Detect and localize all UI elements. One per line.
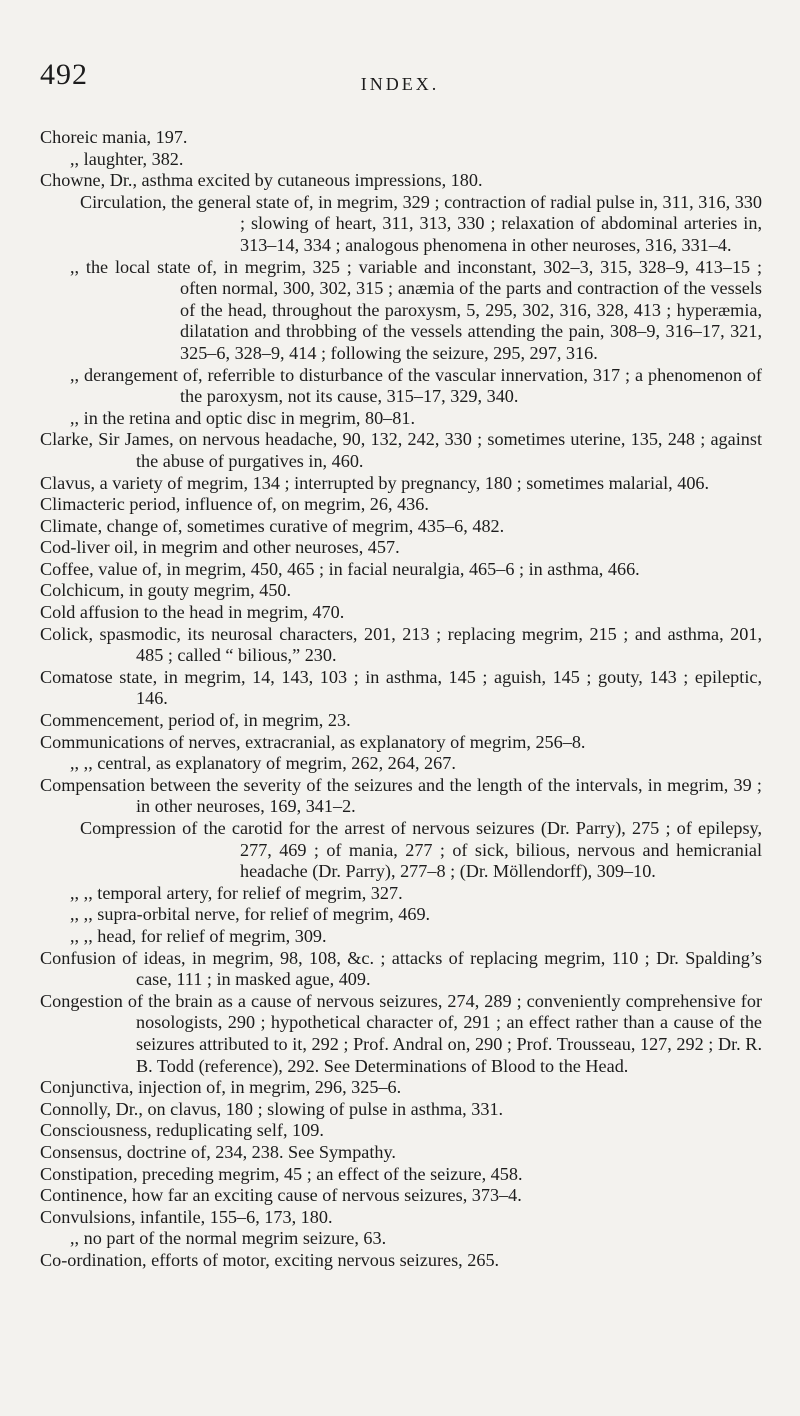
page-header bbox=[40, 58, 760, 98]
index-entry: Convulsions, infantile, 155–6, 173, 180. bbox=[40, 1206, 333, 1227]
index-entry: Climate, change of, sometimes curative of megrim, 435–6, 482. bbox=[40, 515, 505, 536]
index-subentry: ,, in the retina and optic disc in megrim, 80–81. bbox=[70, 407, 415, 428]
index-subentry: ,, no part of the normal megrim seizure, 63. bbox=[70, 1228, 387, 1249]
index-entry: Conjunctiva, injection of, in megrim, 296, 325–6. bbox=[40, 1077, 402, 1098]
page-number: 492 bbox=[40, 58, 88, 91]
index-entry: Comatose state, in megrim, 14, 143, 103 ; in asthma, 145 ; aguish, 145 ; gouty, 143 ; epileptic, 146. bbox=[40, 666, 762, 709]
index-entry: Cod-liver oil, in megrim and other neuroses, 457. bbox=[40, 537, 400, 558]
index-entry: Chowne, Dr., asthma excited by cutaneous impressions, 180. bbox=[40, 170, 483, 191]
index-entry: Circulation, the general state of, in megrim, 329 ; contraction of radial pulse in, 311, 316, 330 ; slowing of heart, 311, 313, 330 ; relaxation of abdominal arteries in, 313–14, 334 ; analogous phenomena in other neuroses, 316, 331–4. bbox=[80, 191, 762, 255]
index-entry: Colchicum, in gouty megrim, 450. bbox=[40, 580, 292, 601]
index-entry: Consensus, doctrine of, 234, 238. See Sympathy. bbox=[40, 1141, 396, 1162]
index-subentry: ,, ,, central, as explanatory of megrim, 262, 264, 267. bbox=[70, 753, 456, 774]
index-entry: Co-ordination, efforts of motor, exciting nervous seizures, 265. bbox=[40, 1249, 500, 1270]
index-subentry: ,, ,, temporal artery, for relief of megrim, 327. bbox=[70, 882, 403, 903]
index-entry: Connolly, Dr., on clavus, 180 ; slowing of pulse in asthma, 331. bbox=[40, 1098, 504, 1119]
index-subentry: ,, derangement of, referrible to disturbance of the vascular innervation, 317 ; a phenomenon of the paroxysm, not its cause, 315–17, 329, 340. bbox=[70, 364, 762, 407]
index-entry: Compensation between the severity of the seizures and the length of the intervals, in megrim, 39 ; in other neuroses, 169, 341–2. bbox=[40, 774, 762, 817]
index-entry: Confusion of ideas, in megrim, 98, 108, &c. ; attacks of replacing megrim, 110 ; Dr. Spalding’s case, 111 ; in masked ague, 409. bbox=[40, 947, 762, 990]
index-entry: Compression of the carotid for the arrest of nervous seizures (Dr. Parry), 275 ; of epilepsy, 277, 469 ; of mania, 277 ; of sick, bilious, nervous and hemicranial headache (Dr. Parry), 277–8 ; (Dr. Möllendorff), 309–10. bbox=[80, 818, 762, 882]
index-entry: Commencement, period of, in megrim, 23. bbox=[40, 710, 351, 731]
index-entry: Climacteric period, influence of, on megrim, 26, 436. bbox=[40, 494, 429, 515]
running-head: INDEX. bbox=[360, 74, 440, 94]
index-subentry: ,, ,, supra-orbital nerve, for relief of megrim, 469. bbox=[70, 904, 431, 925]
index-entry: Clarke, Sir James, on nervous headache, 90, 132, 242, 330 ; sometimes uterine, 135, 248 ; against the abuse of purgatives in, 460. bbox=[40, 429, 762, 471]
index-subentry: ,, laughter, 382. bbox=[70, 148, 184, 169]
index-entry: Continence, how far an exciting cause of nervous seizures, 373–4. bbox=[40, 1185, 522, 1206]
index-entry: Colick, spasmodic, its neurosal characters, 201, 213 ; replacing megrim, 215 ; and asthma, 201, 485 ; called “ bilious,” 230. bbox=[40, 623, 762, 666]
index-entry: Communications of nerves, extracranial, as explanatory of megrim, 256–8. bbox=[40, 731, 586, 752]
index-entries bbox=[40, 127, 762, 1271]
index-entry: Constipation, preceding megrim, 45 ; an effect of the seizure, 458. bbox=[40, 1163, 523, 1184]
index-entry: Cold affusion to the head in megrim, 470. bbox=[40, 602, 345, 623]
index-entry: Choreic mania, 197. bbox=[40, 127, 188, 147]
index-entry: Clavus, a variety of megrim, 134 ; interrupted by pregnancy, 180 ; sometimes malarial, 406. bbox=[40, 472, 710, 493]
index-subentry: ,, ,, head, for relief of megrim, 309. bbox=[70, 925, 327, 946]
index-entry: Consciousness, reduplicating self, 109. bbox=[40, 1120, 324, 1141]
index-entry: Coffee, value of, in megrim, 450, 465 ; in facial neuralgia, 465–6 ; in asthma, 466. bbox=[40, 558, 640, 579]
index-entry: Congestion of the brain as a cause of nervous seizures, 274, 289 ; conveniently comprehensive for nosologists, 290 ; hypothetical character of, 291 ; an effect rather than a cause of the seizures attributed to it, 292 ; Prof. Andral on, 290 ; Prof. Trousseau, 127, 292 ; Dr. R. B. Todd (reference), 292. See Determinations of Blood to the Head. bbox=[40, 990, 762, 1076]
index-subentry: ,, the local state of, in megrim, 325 ; variable and inconstant, 302–3, 315, 328–9, 413–15 ; often normal, 300, 302, 315 ; anæmia of the parts and contraction of the vessels of the head, throughout the paroxysm, 5, 295, 302, 316, 328, 413 ; hyperæmia, dilatation and throbbing of the vessels attending the pain, 308–9, 316–17, 321, 325–6, 328–9, 414 ; following the seizure, 295, 297, 316. bbox=[70, 256, 762, 363]
